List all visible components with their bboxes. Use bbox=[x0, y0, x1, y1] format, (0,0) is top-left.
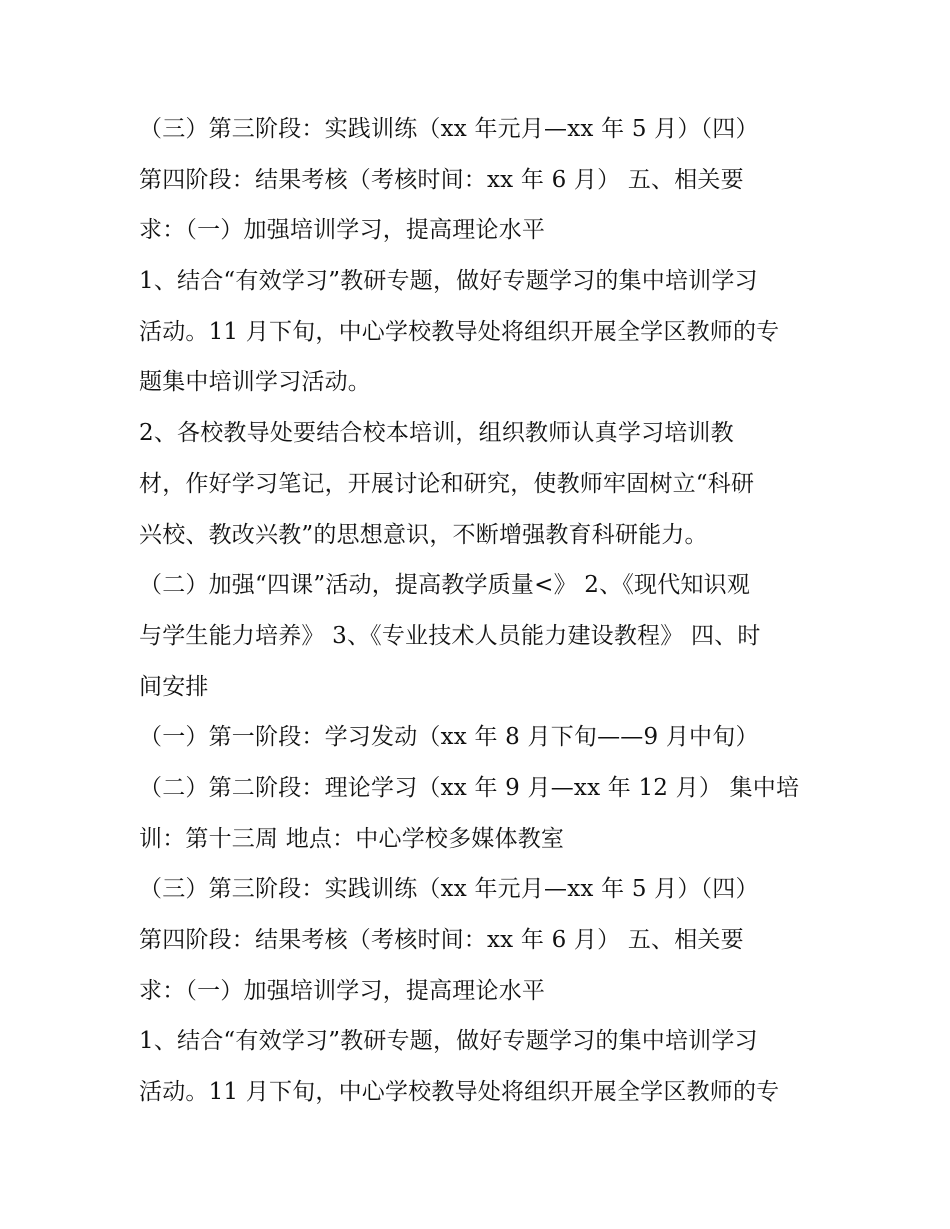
text-line: 材，作好学习笔记，开展讨论和研究，使教师牢固树立“科研 bbox=[139, 470, 755, 497]
text-line: 兴校、教改兴教”的思想意识，不断增强教育科研能力。 bbox=[139, 521, 708, 548]
text-line: 训：第十三周 地点：中心学校多媒体教室 bbox=[139, 825, 565, 852]
text-line: 间安排 bbox=[139, 673, 209, 700]
text-line: 活动。11 月下旬，中心学校教导处将组织开展全学区教师的专 bbox=[139, 318, 780, 345]
document-body bbox=[139, 104, 819, 1118]
text-line: 活动。11 月下旬，中心学校教导处将组织开展全学区教师的专 bbox=[139, 1079, 780, 1106]
text-line: 1、结合“有效学习”教研专题，做好专题学习的集中培训学习 bbox=[139, 268, 758, 295]
text-line: （二）第二阶段：理论学习（xx 年 9 月—xx 年 12 月） 集中培 bbox=[139, 774, 800, 801]
text-line: 与学生能力培养》 3、《专业技术人员能力建设教程》 四、时 bbox=[139, 622, 761, 649]
text-line: 求：（一）加强培训学习，提高理论水平 bbox=[139, 217, 546, 244]
text-line: 第四阶段：结果考核（考核时间：xx 年 6 月） 五、相关要 bbox=[139, 166, 744, 193]
text-line: （三）第三阶段：实践训练（xx 年元月—xx 年 5 月）（四） bbox=[139, 116, 759, 142]
text-line: （二）加强“四课”活动，提高教学质量<》 2、《现代知识观 bbox=[139, 572, 751, 599]
text-line: 求：（一）加强培训学习，提高理论水平 bbox=[139, 977, 546, 1004]
text-line: 1、结合“有效学习”教研专题，做好专题学习的集中培训学习 bbox=[139, 1028, 758, 1055]
text-line: 题集中培训学习活动。 bbox=[139, 369, 371, 396]
text-line: 2、各校教导处要结合校本培训，组织教师认真学习培训教 bbox=[139, 420, 734, 447]
text-line: 第四阶段：结果考核（考核时间：xx 年 6 月） 五、相关要 bbox=[139, 927, 744, 953]
text-line: （三）第三阶段：实践训练（xx 年元月—xx 年 5 月）（四） bbox=[139, 876, 759, 903]
text-line: （一）第一阶段：学习发动（xx 年 8 月下旬——9 月中旬） bbox=[139, 724, 759, 751]
